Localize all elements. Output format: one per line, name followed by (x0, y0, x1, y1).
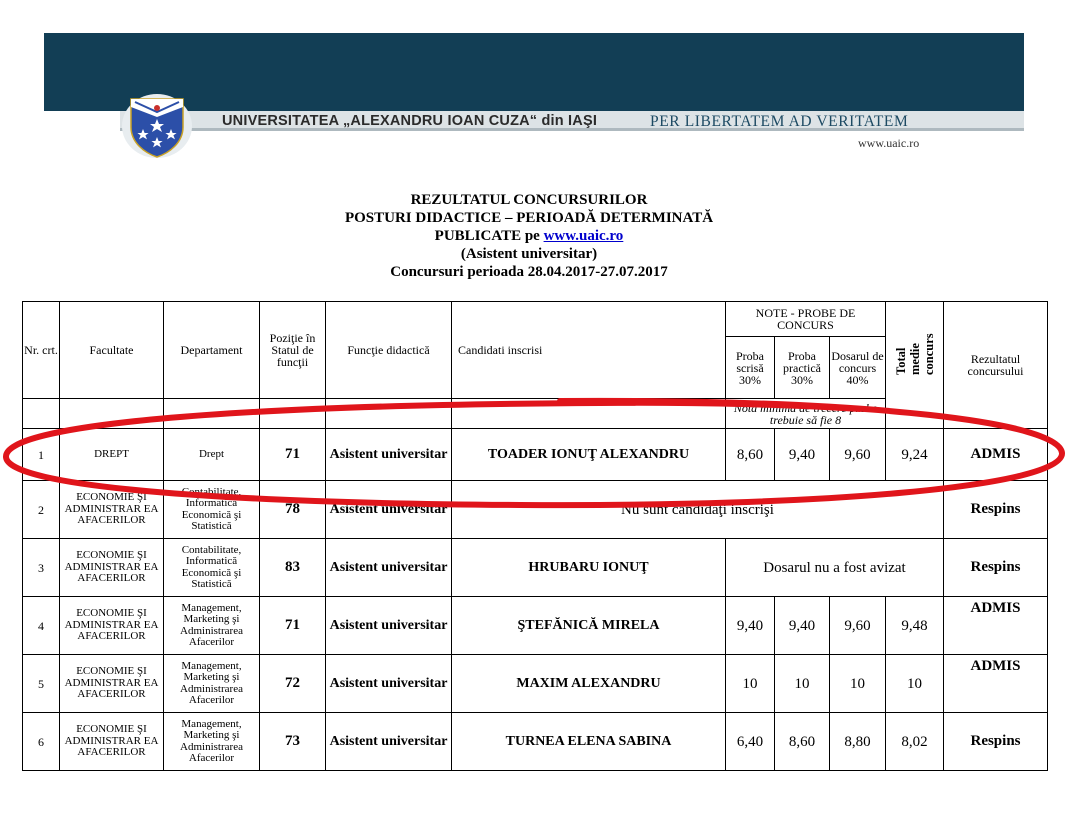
table-row (23, 539, 1048, 597)
cell-dosar: 10 (830, 655, 886, 713)
blank-cell (260, 399, 326, 429)
cell-rezultat: ADMIS (944, 655, 1048, 713)
table-row (23, 597, 1048, 655)
cell-pozitie: 78 (260, 481, 326, 539)
title-line-1: REZULTATUL CONCURSURILOR (410, 192, 648, 208)
cell-rezultat: Respins (944, 481, 1048, 539)
cell-mesaj: Dosarul nu a fost avizat (726, 539, 944, 597)
cell-nr: 6 (23, 713, 60, 771)
cell-scrisa: 10 (726, 655, 775, 713)
cell-candidat: ŞTEFĂNICĂ MIRELA (452, 597, 726, 655)
header-total-label: Total medie concurs (893, 333, 936, 375)
table-row (23, 713, 1048, 771)
title-line-3 (0, 227, 1058, 245)
cell-practica: 8,60 (775, 713, 830, 771)
cell-rezultat: ADMIS (944, 597, 1048, 655)
cell-functie: Asistent universitar (326, 713, 452, 771)
blank-cell (23, 399, 60, 429)
document-title-block (0, 191, 1058, 281)
header-facultate: Facultate (60, 302, 164, 399)
note-min-passing: Nota minimă de trecere probe trebuie să fie 8 (726, 399, 886, 429)
cell-scrisa: 9,40 (726, 597, 775, 655)
cell-rezultat: ADMIS (944, 429, 1048, 481)
header-pozitie: Poziţie în Statul de funcţii (260, 302, 326, 399)
cell-nr: 1 (23, 429, 60, 481)
cell-total: 9,48 (886, 597, 944, 655)
header-departament: Departament (164, 302, 260, 399)
header-dosarul: Dosarul de concurs 40% (830, 337, 886, 399)
cell-practica: 10 (775, 655, 830, 713)
cell-facultate: ECONOMIE ŞI ADMINISTRAR EA AFACERILOR (60, 597, 164, 655)
cell-mesaj: Nu sunt candidaţi inscrişi (452, 481, 944, 539)
table-row (23, 481, 1048, 539)
cell-total: 8,02 (886, 713, 944, 771)
cell-departament: Contabilitate, Informatică Economică şi Statistică (164, 539, 260, 597)
header-note-group: NOTE - PROBE DE CONCURS (726, 302, 886, 337)
header-candidati: Candidati inscrisi (452, 302, 726, 399)
cell-functie: Asistent universitar (326, 481, 452, 539)
blank-cell (164, 399, 260, 429)
header-proba-scrisa: Proba scrisă 30% (726, 337, 775, 399)
results-table (22, 301, 1048, 771)
cell-pozitie: 72 (260, 655, 326, 713)
cell-scrisa: 6,40 (726, 713, 775, 771)
university-motto: PER LIBERTATEM AD VERITATEM (650, 113, 909, 130)
cell-candidat: TURNEA ELENA SABINA (452, 713, 726, 771)
cell-departament: Management, Marketing şi Administrarea Afacerilor (164, 713, 260, 771)
cell-functie: Asistent universitar (326, 429, 452, 481)
cell-dosar: 8,80 (830, 713, 886, 771)
uaic-link[interactable]: www.uaic.ro (543, 228, 624, 244)
header-functie: Funcţie didactică (326, 302, 452, 399)
cell-facultate: ECONOMIE ŞI ADMINISTRAR EA AFACERILOR (60, 655, 164, 713)
cell-facultate: ECONOMIE ŞI ADMINISTRAR EA AFACERILOR (60, 713, 164, 771)
cell-dosar: 9,60 (830, 429, 886, 481)
cell-departament: Management, Marketing şi Administrarea Afacerilor (164, 655, 260, 713)
cell-practica: 9,40 (775, 429, 830, 481)
cell-nr: 2 (23, 481, 60, 539)
cell-functie: Asistent universitar (326, 539, 452, 597)
cell-candidat: HRUBARU IONUŢ (452, 539, 726, 597)
cell-facultate: DREPT (60, 429, 164, 481)
cell-dosar: 9,60 (830, 597, 886, 655)
website-label: www.uaic.ro (858, 136, 920, 150)
cell-nr: 3 (23, 539, 60, 597)
header-row-1 (23, 302, 1048, 337)
cell-departament: Contabilitate, Informatică Economică şi Statistică (164, 481, 260, 539)
header-total (886, 302, 944, 429)
university-crest-icon (121, 93, 193, 159)
cell-facultate: ECONOMIE ŞI ADMINISTRAR EA AFACERILOR (60, 539, 164, 597)
cell-departament: Management, Marketing şi Administrarea Afacerilor (164, 597, 260, 655)
cell-total: 9,24 (886, 429, 944, 481)
cell-functie: Asistent universitar (326, 597, 452, 655)
cell-total: 10 (886, 655, 944, 713)
title-line-4: (Asistent universitar) (460, 246, 598, 262)
cell-rezultat: Respins (944, 713, 1048, 771)
cell-candidat: TOADER IONUŢ ALEXANDRU (452, 429, 726, 481)
cell-nr: 5 (23, 655, 60, 713)
cell-practica: 9,40 (775, 597, 830, 655)
cell-rezultat: Respins (944, 539, 1048, 597)
cell-functie: Asistent universitar (326, 655, 452, 713)
cell-pozitie: 71 (260, 597, 326, 655)
header-proba-practica: Proba practică 30% (775, 337, 830, 399)
cell-pozitie: 73 (260, 713, 326, 771)
header-rezultat: Rezultatul concursului (944, 302, 1048, 429)
title-line-3-prefix: PUBLICATE pe (434, 228, 544, 244)
cell-scrisa: 8,60 (726, 429, 775, 481)
cell-pozitie: 83 (260, 539, 326, 597)
title-line-2: POSTURI DIDACTICE – PERIOADĂ DETERMINATĂ (344, 210, 714, 226)
blank-cell (452, 399, 726, 429)
cell-pozitie: 71 (260, 429, 326, 481)
cell-candidat: MAXIM ALEXANDRU (452, 655, 726, 713)
blank-cell (326, 399, 452, 429)
header-nr: Nr. crt. (23, 302, 60, 399)
cell-facultate: ECONOMIE ŞI ADMINISTRAR EA AFACERILOR (60, 481, 164, 539)
blank-cell (60, 399, 164, 429)
table-row (23, 655, 1048, 713)
table-row (23, 429, 1048, 481)
university-name: UNIVERSITATEA „ALEXANDRU IOAN CUZA“ din IAŞI (222, 113, 598, 129)
cell-nr: 4 (23, 597, 60, 655)
title-line-5: Concursuri perioada 28.04.2017-27.07.2017 (390, 264, 668, 280)
cell-departament: Drept (164, 429, 260, 481)
